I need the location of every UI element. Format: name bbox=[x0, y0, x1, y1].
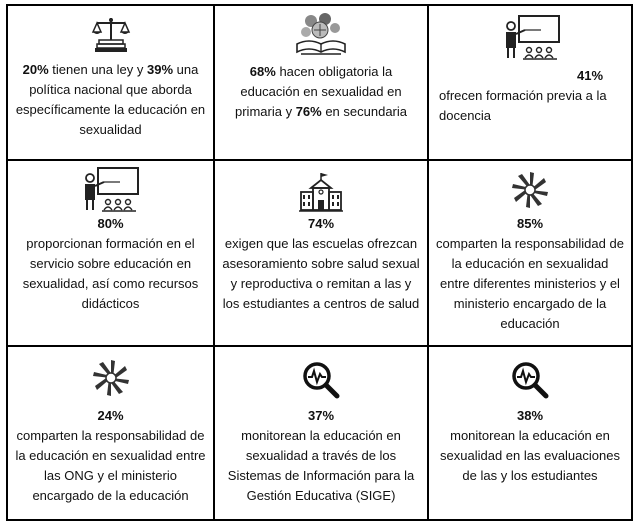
stat-cell-law-policy bbox=[8, 14, 213, 140]
stat-text: tienen una ley y bbox=[48, 62, 147, 77]
statistics-grid bbox=[6, 4, 633, 521]
stat-text: exigen que las escuelas ofrezcan asesoramiento sobre salud sexual y reproductiva o remitan a las y los estudiantes a centros de salud bbox=[222, 236, 420, 311]
stat-text: ofrecen formación previa a la docencia bbox=[439, 88, 607, 123]
stat-text: en secundaria bbox=[321, 104, 407, 119]
education-book-icon bbox=[293, 12, 349, 56]
stat-cell-ngo-responsibility bbox=[8, 358, 213, 506]
scales-law-icon bbox=[91, 14, 131, 54]
stat-cell-school-counselling bbox=[215, 172, 427, 314]
stat-cell-sige-monitoring bbox=[215, 360, 427, 506]
stat-text: comparten la responsabilidad de la educación en sexualidad entre las ONG y el ministerio encargado de la educación bbox=[15, 428, 206, 503]
stat-percent: 80% bbox=[97, 216, 124, 231]
teacher-presentation-icon bbox=[80, 166, 142, 214]
stat-text: monitorean la educación en sexualidad a través de los Sistemas de Información para la Gestión Educativa (SIGE) bbox=[227, 428, 415, 503]
stat-percent: 20% bbox=[22, 62, 49, 77]
teacher-presentation-icon bbox=[501, 14, 563, 62]
stat-cell-inservice-training bbox=[8, 166, 213, 314]
stat-cell-assessment-monitoring bbox=[429, 360, 631, 486]
stat-text: proporcionan formación en el servicio sobre educación en sexualidad, así como recursos didácticos bbox=[22, 236, 199, 311]
stat-percent: 37% bbox=[307, 408, 335, 423]
row-divider bbox=[8, 159, 631, 161]
stat-cell-ministries-responsibility bbox=[429, 170, 631, 334]
stat-cell-preservice-training bbox=[429, 14, 631, 126]
row-divider bbox=[8, 345, 631, 347]
joined-hands-icon bbox=[91, 358, 131, 398]
monitoring-magnifier-icon bbox=[301, 360, 341, 400]
monitoring-magnifier-icon bbox=[510, 360, 550, 400]
stat-cell-mandatory bbox=[215, 12, 427, 122]
stat-percent: 74% bbox=[307, 216, 335, 231]
stat-percent: 85% bbox=[516, 216, 544, 231]
stat-percent: 68% bbox=[249, 64, 276, 79]
stat-percent: 38% bbox=[516, 408, 544, 423]
stat-text: hacen obligatoria la educación en sexualidad en primaria y bbox=[235, 64, 402, 119]
stat-percent: 41% bbox=[577, 68, 604, 83]
school-building-icon bbox=[299, 172, 343, 212]
stat-text: una política nacional que aborda específicamente la educación en sexualidad bbox=[15, 62, 206, 137]
stat-text: monitorean la educación en sexualidad en las evaluaciones de las y los estudiantes bbox=[440, 428, 620, 483]
stat-percent: 39% bbox=[146, 62, 174, 77]
stat-text: comparten la responsabilidad de la educación en sexualidad entre diferentes ministerios y el ministerio encargado de la educación bbox=[436, 236, 624, 331]
joined-hands-icon bbox=[510, 170, 550, 210]
stat-percent: 76% bbox=[295, 104, 322, 119]
stat-percent: 24% bbox=[97, 408, 124, 423]
